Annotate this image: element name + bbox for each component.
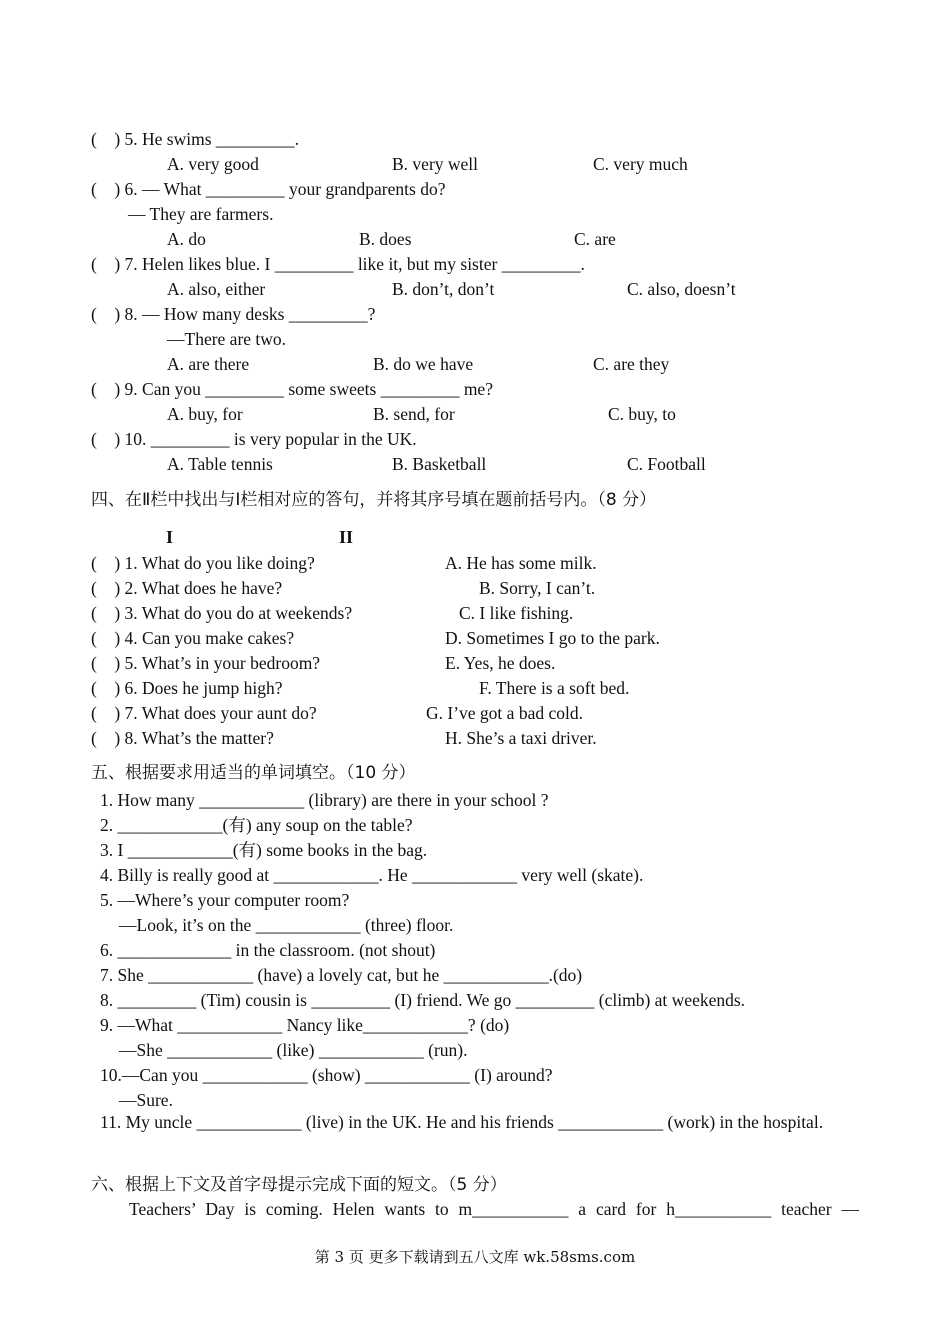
fill-line: 3. I ____________(有) some books in the bag. (100, 840, 428, 860)
match-answer: G. I’ve got a bad cold. (426, 703, 583, 723)
section6-heading: 六、根据上下文及首字母提示完成下面的短文。（5 分） (91, 1175, 507, 1195)
fill-line-11: 11. My uncle ____________ (live) in the UK. He and his friends ____________ (work) in the hospital. (100, 1112, 824, 1132)
fill-line: —Look, it’s on the ____________ (three) floor. (119, 915, 454, 935)
q6-reply: — They are farmers. (128, 204, 274, 224)
match-question: ( ) 4. Can you make cakes? (91, 628, 295, 648)
section4-heading: 四、在Ⅱ栏中找出与Ⅰ栏相对应的答句，并将其序号填在题前括号内。（8 分） (91, 490, 657, 510)
match-answer: B. Sorry, I can’t. (479, 578, 596, 598)
match-answer: F. There is a soft bed. (479, 678, 630, 698)
q9-stem: ( ) 9. Can you _________ some sweets _________ me? (91, 379, 493, 399)
fill-line: 4. Billy is really good at ____________. He ____________ very well (skate). (100, 865, 644, 885)
q8-option-b: B. do we have (373, 354, 474, 374)
q6-stem: ( ) 6. — What _________ your grandparents do? (91, 179, 446, 199)
q6-option-b: B. does (359, 229, 412, 249)
q6-option-a: A. do (167, 229, 206, 249)
q7-option-c: C. also, doesn’t (627, 279, 736, 299)
fill-line: 6. _____________ in the classroom. (not shout) (100, 940, 436, 960)
q7-option-b: B. don’t, don’t (392, 279, 495, 299)
q9-option-a: A. buy, for (167, 404, 243, 424)
match-answer: A. He has some milk. (445, 553, 597, 573)
q9-option-c: C. buy, to (608, 404, 676, 424)
q8-option-c: C. are they (593, 354, 670, 374)
page-footer: 第 3 页 更多下载请到五八文库 wk.58sms.com (314, 1248, 636, 1266)
q10-option-b: B. Basketball (392, 454, 487, 474)
match-question: ( ) 7. What does your aunt do? (91, 703, 317, 723)
match-answer: E. Yes, he does. (445, 653, 556, 673)
q7-stem: ( ) 7. Helen likes blue. I _________ like it, but my sister _________. (91, 254, 585, 274)
q5-option-b: B. very well (392, 154, 479, 174)
fill-line: —She ____________ (like) ____________ (run). (119, 1040, 468, 1060)
q10-stem: ( ) 10. _________ is very popular in the UK. (91, 429, 417, 449)
q5-option-a: A. very good (167, 154, 259, 174)
q5-option-c: C. very much (593, 154, 688, 174)
match-answer: H. She’s a taxi driver. (445, 728, 597, 748)
q8-reply: —There are two. (167, 329, 287, 349)
column-two-label: II (339, 527, 354, 547)
section5-heading: 五、根据要求用适当的单词填空。（10 分） (91, 763, 416, 783)
q8-option-a: A. are there (167, 354, 250, 374)
fill-line: 8. _________ (Tim) cousin is _________ (I) friend. We go _________ (climb) at weekends. (100, 990, 746, 1010)
fill-line: 7. She ____________ (have) a lovely cat, but he ____________.(do) (100, 965, 583, 985)
fill-line: 10.—Can you ____________ (show) ____________ (I) around? (100, 1065, 553, 1085)
match-question: ( ) 3. What do you do at weekends? (91, 603, 353, 623)
passage-text: Teachers’ Day is coming. Helen wants to m___________ a card for h___________ teacher — (129, 1199, 859, 1219)
match-answer: D. Sometimes I go to the park. (445, 628, 660, 648)
fill-line: —Sure. (119, 1090, 173, 1110)
q6-option-c: C. are (574, 229, 616, 249)
q10-option-c: C. Football (627, 454, 706, 474)
match-question: ( ) 5. What’s in your bedroom? (91, 653, 321, 673)
fill-line: 9. —What ____________ Nancy like____________? (do) (100, 1015, 510, 1035)
fill-line: 2. ____________(有) any soup on the table? (100, 815, 413, 835)
column-one-label: I (166, 527, 174, 547)
match-question: ( ) 2. What does he have? (91, 578, 283, 598)
q5-stem: ( ) 5. He swims _________. (91, 129, 300, 149)
q9-option-b: B. send, for (373, 404, 455, 424)
match-question: ( ) 1. What do you like doing? (91, 553, 315, 573)
q8-stem: ( ) 8. — How many desks _________? (91, 304, 376, 324)
match-answer: C. I like fishing. (459, 603, 574, 623)
fill-line: 1. How many ____________ (library) are there in your school ? (100, 790, 549, 810)
match-question: ( ) 6. Does he jump high? (91, 678, 283, 698)
fill-line: 5. —Where’s your computer room? (100, 890, 350, 910)
match-question: ( ) 8. What’s the matter? (91, 728, 274, 748)
q10-option-a: A. Table tennis (167, 454, 273, 474)
q7-option-a: A. also, either (167, 279, 266, 299)
